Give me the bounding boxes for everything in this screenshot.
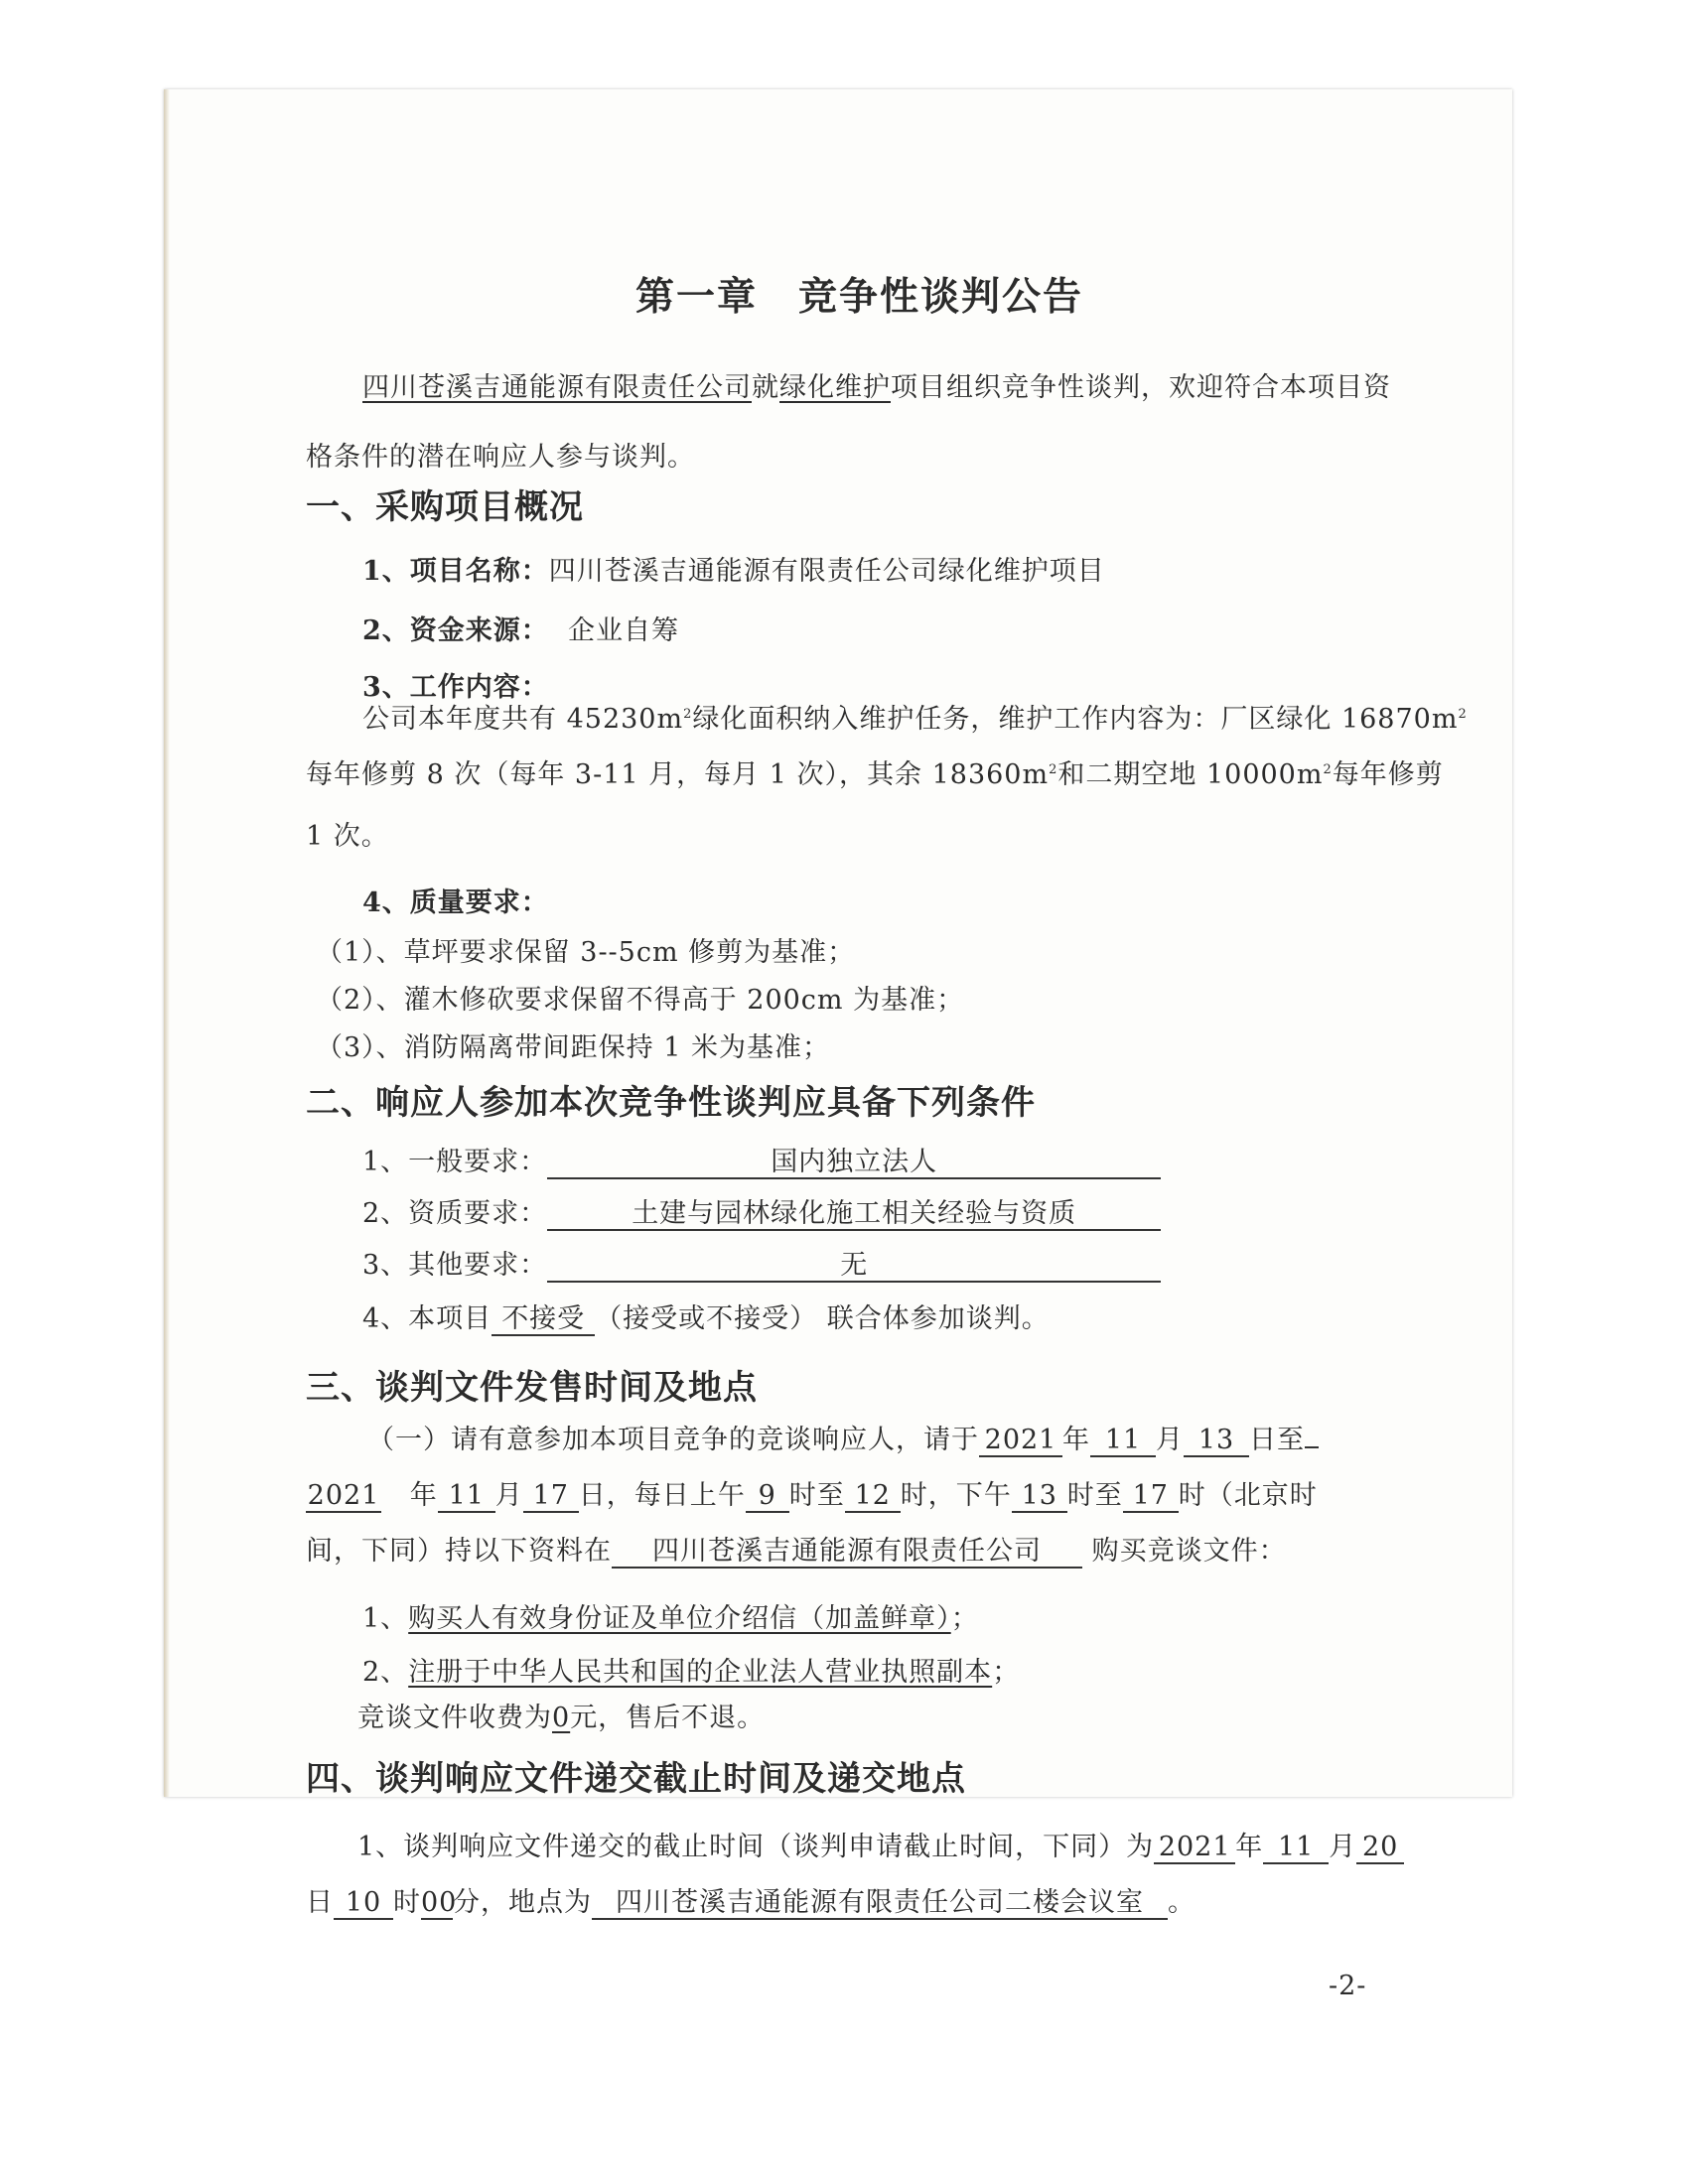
work-content-line-3: 1 次。 (306, 821, 389, 852)
project-name-row: 1、项目名称：四川苍溪吉通能源有限责任公司绿化维护项目 (362, 556, 1105, 587)
work-content-label: 3、工作内容： (362, 672, 549, 703)
sale-time-line-2: 2021 年 11 月 17 日，每日上午 9 时至 12 时，下午 13 时至 17 时（北京时 (306, 1473, 1318, 1513)
fee-amount: 0 (552, 1703, 571, 1733)
deadline-line-2: 日 10 时00分，地点为 四川苍溪吉通能源有限责任公司二楼会议室 。 (306, 1880, 1196, 1920)
required-doc-2: 2、注册于中华人民共和国的企业法人营业执照副本； (362, 1657, 1021, 1688)
submission-place: 四川苍溪吉通能源有限责任公司二楼会议室 (592, 1887, 1168, 1920)
consortium-row: 4、本项目 不接受 （接受或不接受） 联合体参加谈判。 (362, 1297, 1050, 1336)
intro-line-2: 格条件的潜在响应人参与谈判。 (306, 442, 695, 473)
section-heading-4: 四、谈判响应文件递交截止时间及递交地点 (306, 1759, 966, 1799)
sale-place: 四川苍溪吉通能源有限责任公司 (612, 1536, 1082, 1569)
project-name: 四川苍溪吉通能源有限责任公司绿化维护项目 (548, 556, 1105, 587)
project-short: 绿化维护 (779, 372, 891, 403)
requirement-general: 1、一般要求： 国内独立法人 (362, 1140, 1161, 1179)
document-fee: 竞谈文件收费为0元，售后不退。 (357, 1703, 766, 1733)
consortium-value: 不接受 (492, 1303, 595, 1336)
required-doc-1: 1、购买人有效身份证及单位介绍信（加盖鲜章）； (362, 1603, 979, 1634)
quality-item-1: （1）、草坪要求保留 3--5cm 修剪为基准； (316, 937, 856, 968)
work-content-line-2: 每年修剪 8 次（每年 3-11 月，每月 1 次），其余 $18360m^2$和二期空地 $10000m^2$每年修剪 (306, 759, 1444, 790)
requirement-other-value: 无 (547, 1250, 1161, 1283)
quality-item-2: （2）、灌木修砍要求保留不得高于 200cm 为基准； (316, 985, 965, 1016)
requirement-qualification: 2、资质要求： 土建与园林绿化施工相关经验与资质 (362, 1191, 1161, 1231)
intro-line-1: 四川苍溪吉通能源有限责任公司就绿化维护项目组织竞争性谈判，欢迎符合本项目资 (362, 372, 1391, 403)
section-heading-1: 一、采购项目概况 (306, 487, 584, 527)
sale-place-line: 间，下同）持以下资料在 四川苍溪吉通能源有限责任公司 购买竞谈文件： (306, 1529, 1287, 1569)
section-heading-2: 二、响应人参加本次竞争性谈判应具备下列条件 (306, 1083, 1036, 1123)
quality-item-3: （3）、消防隔离带间距保持 1 米为基准； (316, 1032, 831, 1063)
fund-source: 企业自筹 (567, 615, 679, 646)
requirement-general-value: 国内独立法人 (547, 1147, 1161, 1179)
quality-label: 4、质量要求： (362, 887, 549, 918)
sale-time-line-1: （一）请有意参加本项目竞争的竞谈响应人，请于 2021 年 11 月 13 日至 (367, 1418, 1319, 1457)
requirement-other: 3、其他要求： 无 (362, 1243, 1161, 1283)
requirement-qualification-value: 土建与园林绿化施工相关经验与资质 (547, 1198, 1161, 1231)
deadline-line-1: 1、谈判响应文件递交的截止时间（谈判申请截止时间，下同）为 2021 年 11 月 20 (357, 1825, 1404, 1864)
work-content-line-1: 公司本年度共有 $45230m^2$绿化面积纳入维护任务，维护工作内容为：厂区绿化 $16870m^2$ (362, 704, 1468, 735)
page-number: -2- (1329, 1971, 1367, 2001)
chapter-title: 第一章 竞争性谈判公告 (635, 274, 1084, 320)
section-heading-3: 三、谈判文件发售时间及地点 (306, 1368, 758, 1408)
company-name: 四川苍溪吉通能源有限责任公司 (362, 372, 752, 403)
fund-source-row: 2、资金来源： 企业自筹 (362, 615, 679, 646)
